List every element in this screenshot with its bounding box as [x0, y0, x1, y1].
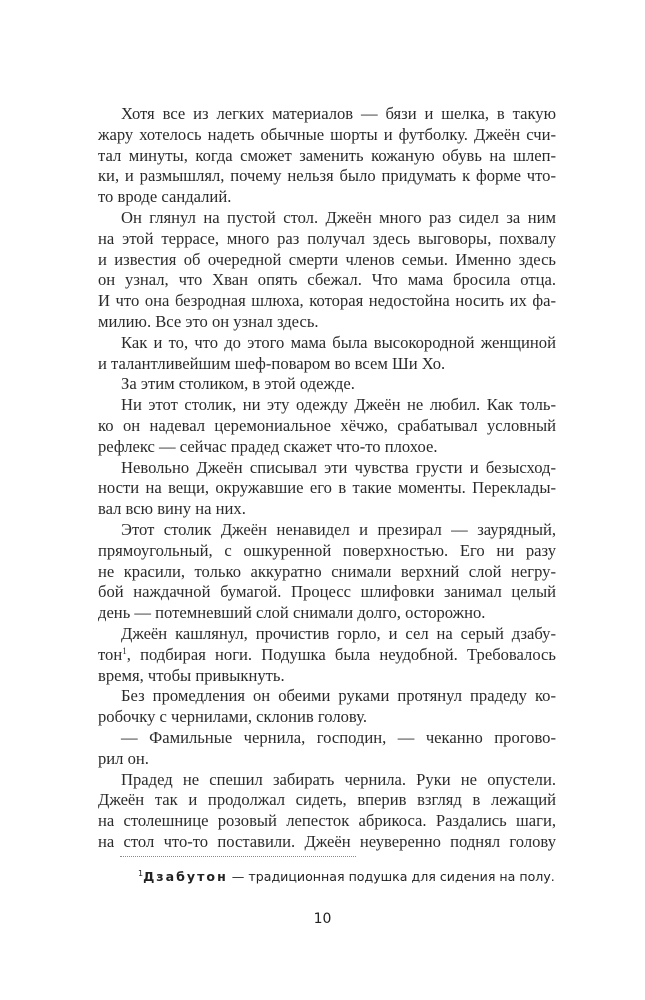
paragraph: [98, 624, 556, 686]
text-line: рефлекс — сейчас прадед скажет что-то плохое.: [98, 436, 438, 456]
footnote-term: Дзабутон: [143, 869, 228, 884]
text-line: милию. Все это он узнал здесь.: [98, 311, 319, 331]
paragraph: [98, 458, 556, 520]
text-line: и талантливейшим шеф-поваром во всем Ши Хо.: [98, 353, 446, 373]
paragraph: [98, 333, 556, 375]
text-line: За этим столиком, в этой одежде.: [121, 374, 355, 394]
paragraph: [98, 520, 556, 624]
text-fragment: , подбирая ноги. Подушка была неудобной. Требовалось: [126, 644, 556, 664]
text-line: Без промедления он обеими руками протянул прадеду ко-: [121, 686, 556, 706]
body-text: [98, 104, 556, 853]
text-line: прямоугольный, с ошкуренной поверхностью. Его ни разу: [98, 540, 556, 560]
text-line: ко он надевал церемониальное хёчжо, срабатывал условный: [98, 415, 556, 435]
text-line: Ни этот столик, ни эту одежду Джеён не любил. Как толь-: [121, 395, 556, 415]
page-number: 10: [313, 911, 332, 927]
footnote-text: — традиционная подушка для сидения на полу.: [227, 869, 555, 884]
text-fragment: тон: [98, 644, 123, 664]
footnote-divider: [120, 856, 356, 857]
text-line: рил он.: [98, 748, 149, 768]
text-line: тал минуты, когда сможет заменить кожаную обувь на шлеп-: [98, 145, 556, 165]
text-line: на стол что-то поставили. Джеён неуверенно поднял голову: [98, 831, 556, 851]
text-line: Он глянул на пустой стол. Джеён много раз сидел за ним: [121, 207, 556, 227]
text-line: — Фамильные чернила, господин, — чеканно прогово-: [121, 727, 556, 747]
text-line: жару хотелось надеть обычные шорты и футболку. Джеён счи-: [98, 124, 556, 144]
text-line: и известия об очередной смерти членов семьи. Именно здесь: [98, 249, 556, 269]
paragraph: [98, 686, 556, 728]
text-line: Этот столик Джеён ненавидел и презирал — заурядный,: [121, 519, 556, 539]
text-line: Невольно Джеён списывал эти чувства грусти и безысход-: [121, 457, 556, 477]
text-line: ности на вещи, окружавшие его в такие моменты. Переклады-: [98, 478, 556, 498]
paragraph: [98, 208, 556, 333]
text-line: ки, и размышлял, почему нельзя было придумать к форме что-: [98, 166, 556, 186]
text-line: бой наждачной бумагой. Процесс шлифовки занимал целый: [98, 582, 556, 602]
text-line: он узнал, что Хван опять сбежал. Что мама бросила отца.: [98, 270, 556, 290]
paragraph: [98, 374, 556, 395]
text-line: время, чтобы привыкнуть.: [98, 665, 285, 685]
text-line: Хотя все из легких материалов — бязи и шелка, в такую: [121, 104, 556, 123]
text-line: Джеён так и продолжал сидеть, вперив взгляд в лежащий: [98, 790, 556, 810]
paragraph: [98, 104, 556, 208]
text-line: Как и то, что до этого мама была высокородной женщиной: [121, 332, 556, 352]
text-line: на столешнице розовый лепесток абрикоса. Раздались шаги,: [98, 811, 556, 831]
paragraph: [98, 728, 556, 770]
text-line: И что она безродная шлюха, которая недостойна носить их фа-: [98, 291, 556, 311]
text-line: то вроде сандалий.: [98, 187, 232, 207]
footnote-reference[interactable]: 1: [122, 645, 127, 656]
text-line: Джеён кашлянул, прочистив горло, и сел на серый дзабу-: [121, 623, 556, 643]
text-line: на этой террасе, много раз получал здесь выговоры, похвалу: [98, 228, 556, 248]
footnote: [138, 869, 558, 884]
text-line: не красили, только аккуратно снимали верхний слой негру-: [98, 561, 556, 581]
paragraph: [98, 395, 556, 457]
footnote-marker: 1: [138, 869, 144, 878]
text-line: вал всю вину на них.: [98, 499, 246, 519]
paragraph: [98, 770, 556, 853]
text-line: день — потемневший слой снимали долго, осторожно.: [98, 603, 486, 623]
text-line: Прадед не спешил забирать чернила. Руки не опустели.: [121, 769, 556, 789]
text-line: [98, 645, 556, 666]
text-line: робочку с чернилами, склонив голову.: [98, 707, 367, 727]
